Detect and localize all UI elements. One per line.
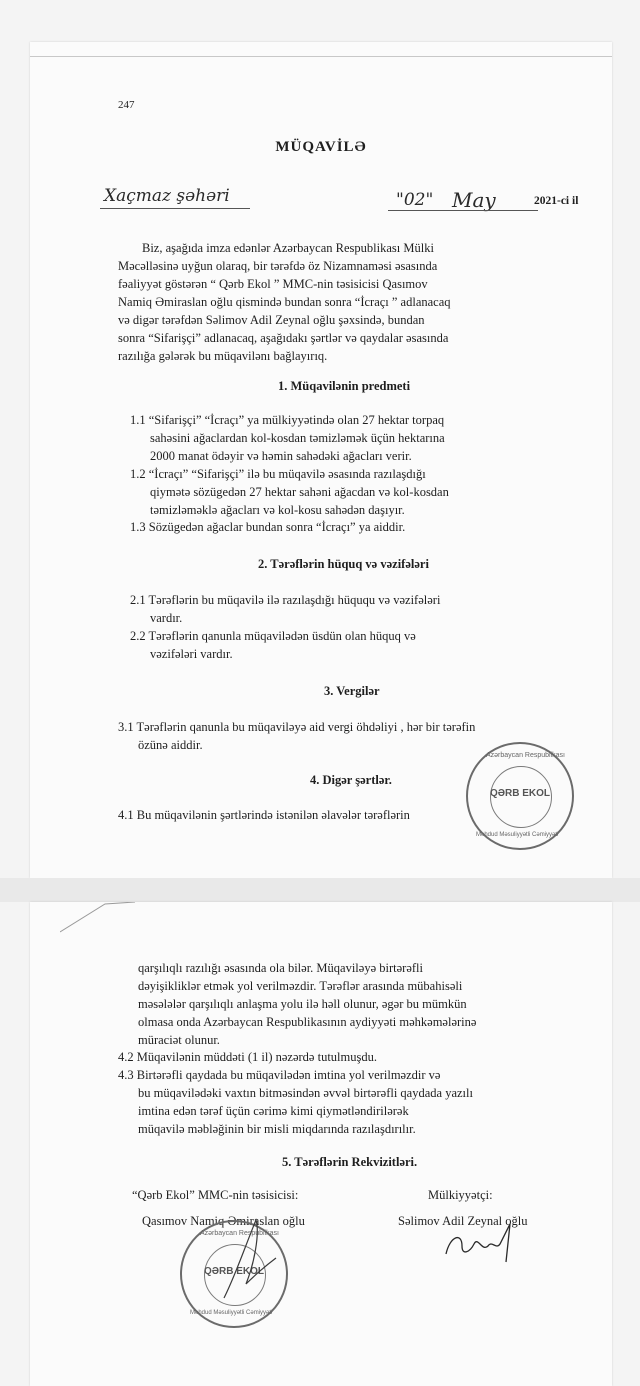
- intro-line: fəaliyyət göstərən “ Qərb Ekol ” MMC-nin təsisicisi Qasımov: [118, 277, 428, 291]
- document-page-2: [30, 902, 612, 1386]
- clause-1-1-line: 2000 manat ödəyir və həmin sahədəki ağacları verir.: [150, 449, 412, 463]
- section-4-heading: 4. Digər şərtlər.: [310, 773, 392, 787]
- clause-4-3-line: müqavilə məbləğinin bir misli miqdarında razılaşdırılır.: [138, 1122, 416, 1136]
- stamp-center-text: QƏRB EKOL: [489, 788, 551, 799]
- clause-4-1-continued: olmasa onda Azərbaycan Respublikasının aydiyyəti məhkəmələrinə: [138, 1015, 477, 1029]
- owner-name: Səlimov Adil Zeynal oğlu: [398, 1214, 528, 1228]
- date-underline: [388, 210, 538, 211]
- clause-4-1-continued: qarşılıqlı razılığı əsasında ola bilər. Müqaviləyə birtərəfli: [138, 961, 423, 975]
- stamp-ring-top: Azərbaycan Respublikası: [486, 752, 565, 759]
- clause-1-2-line: təmizləməklə ağacları və kol-kosu sahədən daşıyır.: [150, 503, 405, 517]
- section-1-heading: 1. Müqavilənin predmeti: [278, 379, 411, 393]
- page-gap: [0, 878, 640, 902]
- clause-4-3-line: bu müqavilədəki vaxtın bitməsindən əvvəl birtərəfli qaydada yazılı: [138, 1086, 473, 1100]
- clause-2-2-line: vəzifələri vardır.: [150, 647, 233, 661]
- clause-1-2-line: qiymətə sözügedən 27 hektar sahəni ağacdan və kol-kosdan: [150, 485, 449, 499]
- document-page-1: [30, 42, 612, 878]
- section-5-heading: 5. Tərəflərin Rekvizitləri.: [282, 1155, 418, 1169]
- page-number: 247: [118, 99, 135, 111]
- clause-1-2: 1.2 “İcraçı” “Sifarişçi” ilə bu müqavilə əsasında razılaşdığı: [130, 467, 426, 481]
- clause-1-1-line: sahəsini ağaclardan kol-kosdan təmizləmək üçün hektarına: [150, 431, 445, 445]
- clause-3-1: 3.1 Tərəflərin qanunla bu müqaviləyə aid vergi öhdəliyi , hər bir tərəfin: [118, 720, 476, 734]
- clause-4-1-continued: müraciət olunur.: [138, 1033, 220, 1047]
- intro-line: Namiq Əmiraslan oğlu qismində bundan sonra “İcraçı ” adlanacaq: [118, 295, 451, 309]
- intro-line: Məcəlləsinə uyğun olaraq, bir tərəfdə öz Nizamnaməsi əsasında: [118, 259, 438, 273]
- stamp-ring-bottom: Məhdud Məsuliyyətli Cəmiyyəti: [190, 1310, 273, 1316]
- executor-role: “Qərb Ekol” MMC-nin təsisicisi:: [132, 1188, 299, 1202]
- stamp-ring-top: Azərbaycan Respublikası: [200, 1230, 279, 1237]
- clause-4-1-continued: məsələlər qarşılıqlı anlaşma yolu ilə həll olunur, əgər bu mümkün: [138, 997, 467, 1011]
- clause-2-1-line: vardır.: [150, 611, 183, 625]
- stamp-ring-bottom: Məhdud Məsuliyyətli Cəmiyyəti: [476, 832, 559, 838]
- clause-4-3: 4.3 Birtərəfli qaydada bu müqavilədən imtina yol verilməzdir və: [118, 1068, 441, 1082]
- intro-line: Biz, aşağıda imza edənlər Azərbaycan Respublikası Mülki: [142, 241, 434, 255]
- clause-4-3-line: imtina edən tərəf üçün cərimə kimi qiymətləndirilərək: [138, 1104, 409, 1118]
- section-2-heading: 2. Tərəflərin hüquq və vəzifələri: [258, 557, 429, 571]
- executor-signature: [216, 1214, 286, 1304]
- clause-2-2: 2.2 Tərəflərin qanunla müqavilədən üsdün olan hüquq və: [130, 629, 416, 643]
- stamp-center-text: QƏRB EKOL: [203, 1266, 265, 1277]
- intro-line: razılığa gələrək bu müqavilənı bağlayırıq.: [118, 349, 328, 363]
- clause-4-1-continued: dəyişikliklər etmək yol verilməzdir. Tərəflər arasında mübahisəli: [138, 979, 463, 993]
- section-3-heading: 3. Vergilər: [324, 684, 380, 698]
- handwritten-date-month: May: [452, 188, 496, 212]
- owner-role: Mülkiyyətçi:: [428, 1188, 493, 1202]
- executor-name: Qasımov Namiq Əmiraslan oğlu: [142, 1214, 305, 1228]
- clause-2-1: 2.1 Tərəflərin bu müqavilə ilə razılaşdığı hüququ və vəzifələri: [130, 593, 441, 607]
- page-corner-fold: [60, 902, 140, 942]
- handwritten-place: Xaçmaz şəhəri: [104, 186, 230, 206]
- clause-4-1: 4.1 Bu müqavilənin şərtlərində istənilən əlavələr tərəflərin: [118, 808, 410, 822]
- intro-line: sonra “Sifarişçi” adlanacaq, aşağıdakı şərtlər və qaydalar əsasında: [118, 331, 449, 345]
- clause-1-1: 1.1 “Sifarişçi” “İcraçı” ya mülkiyyətində olan 27 hektar torpaq: [130, 413, 445, 427]
- clause-4-2: 4.2 Müqavilənin müddəti (1 il) nəzərdə tutulmuşdu.: [118, 1050, 377, 1064]
- page-fold-line: [30, 56, 612, 57]
- clause-3-1-line: özünə aiddir.: [138, 738, 203, 752]
- clause-1-3: 1.3 Sözügedən ağaclar bundan sonra “İcraçı” ya aiddir.: [130, 520, 406, 534]
- date-year: 2021-ci il: [534, 195, 579, 207]
- owner-signature: [440, 1218, 530, 1268]
- intro-line: və digər tərəfdən Səlimov Adil Zeynal oğlu şəxsində, bundan: [118, 313, 425, 327]
- company-stamp: [466, 742, 574, 850]
- handwritten-date-day: "02": [396, 190, 434, 210]
- place-underline: [100, 208, 250, 209]
- document-title: MÜQAVİLƏ: [275, 139, 367, 155]
